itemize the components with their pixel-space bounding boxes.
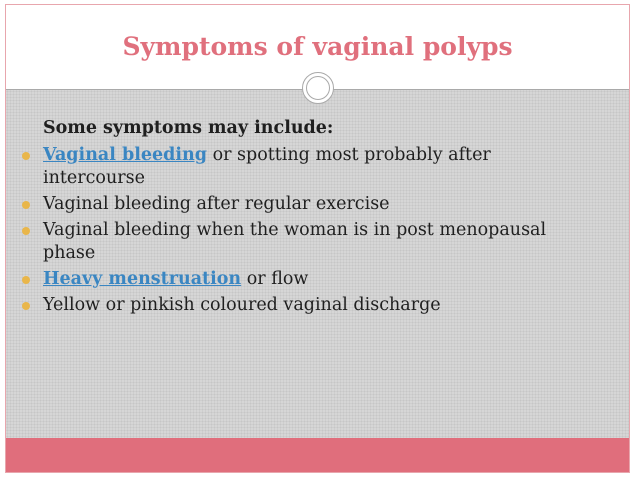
content-area — [6, 90, 629, 438]
bullet-dot-icon — [22, 227, 30, 235]
heavy-menstruation-link[interactable]: Heavy menstruation — [43, 269, 242, 289]
bullet-text: or flow — [241, 269, 309, 289]
bottom-accent-band — [6, 438, 629, 472]
bullet-text: Vaginal bleeding when the woman is in post menopausal phase — [43, 220, 547, 263]
body-text — [6, 117, 629, 320]
bullet-item — [6, 219, 629, 265]
bullet-dot-icon — [22, 302, 30, 310]
intro-line: Some symptoms may include: — [43, 118, 334, 138]
bullet-item — [6, 144, 629, 190]
bullet-dot-icon — [22, 201, 30, 209]
bullet-text: or spotting most probably after intercourse — [43, 145, 491, 188]
bullet-item — [6, 268, 629, 291]
slide-title: Symptoms of vaginal polyps — [122, 32, 513, 61]
circle-ornament-inner — [306, 76, 330, 100]
bullet-text: Yellow or pinkish coloured vaginal discharge — [43, 295, 441, 315]
bullet-item — [6, 193, 629, 216]
bullet-text: Vaginal bleeding after regular exercise — [43, 194, 390, 214]
bullet-dot-icon — [22, 276, 30, 284]
vaginal-bleeding-link[interactable]: Vaginal bleeding — [43, 145, 207, 165]
bullet-item — [6, 294, 629, 317]
bullet-dot-icon — [22, 152, 30, 160]
circle-ornament-icon — [302, 72, 334, 104]
